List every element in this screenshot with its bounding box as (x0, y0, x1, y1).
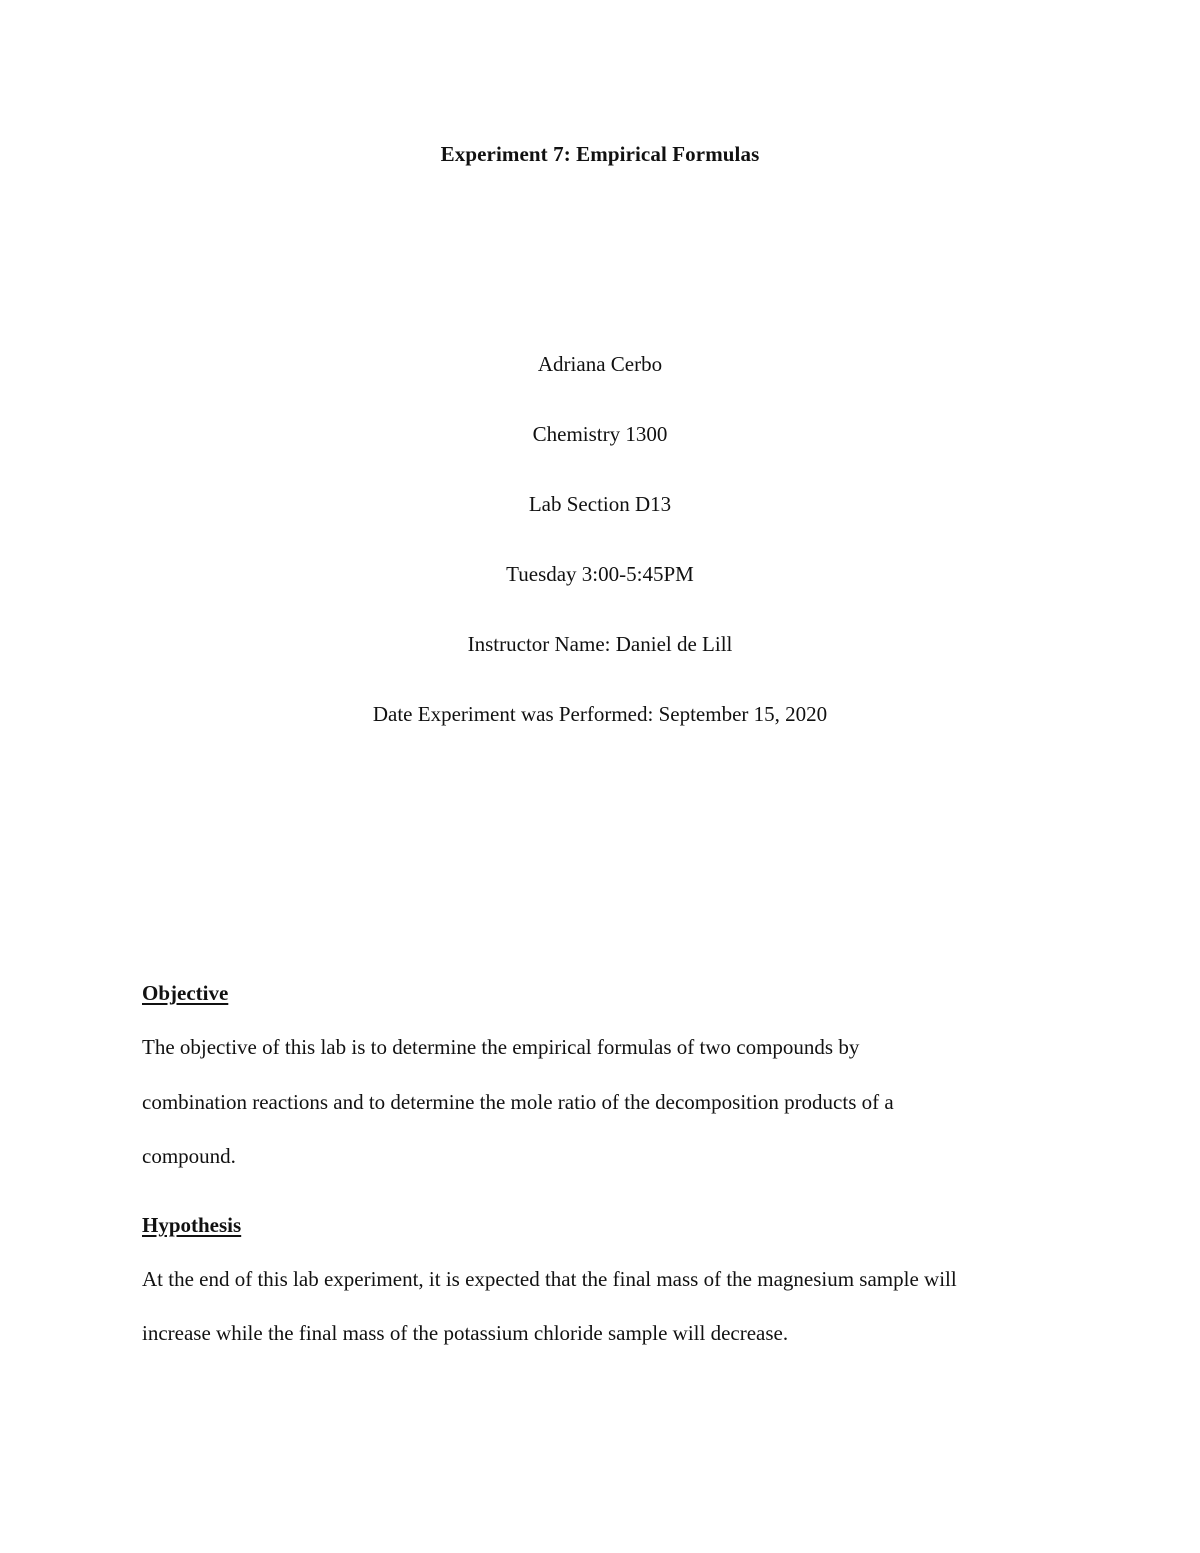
instructor-name: Instructor Name: Daniel de Lill (467, 632, 733, 656)
hypothesis-line: At the end of this lab experiment, it is expected that the final mass of the magnesium sample will (142, 1267, 957, 1291)
lab-section: Lab Section D13 (528, 492, 672, 516)
hypothesis-heading: Hypothesis (142, 1213, 242, 1237)
hypothesis-line: increase while the final mass of the potassium chloride sample will decrease. (142, 1321, 789, 1345)
lab-time: Tuesday 3:00-5:45PM (506, 562, 694, 586)
objective-line: The objective of this lab is to determine the empirical formulas of two compounds by (142, 1035, 860, 1059)
course-name: Chemistry 1300 (532, 422, 668, 446)
experiment-date: Date Experiment was Performed: September 15, 2020 (372, 702, 828, 726)
objective-heading: Objective (142, 981, 229, 1005)
objective-line: compound. (142, 1144, 236, 1168)
author-name: Adriana Cerbo (537, 352, 663, 376)
document-title: Experiment 7: Empirical Formulas (440, 142, 760, 166)
objective-line: combination reactions and to determine the mole ratio of the decomposition products of a (142, 1090, 894, 1114)
